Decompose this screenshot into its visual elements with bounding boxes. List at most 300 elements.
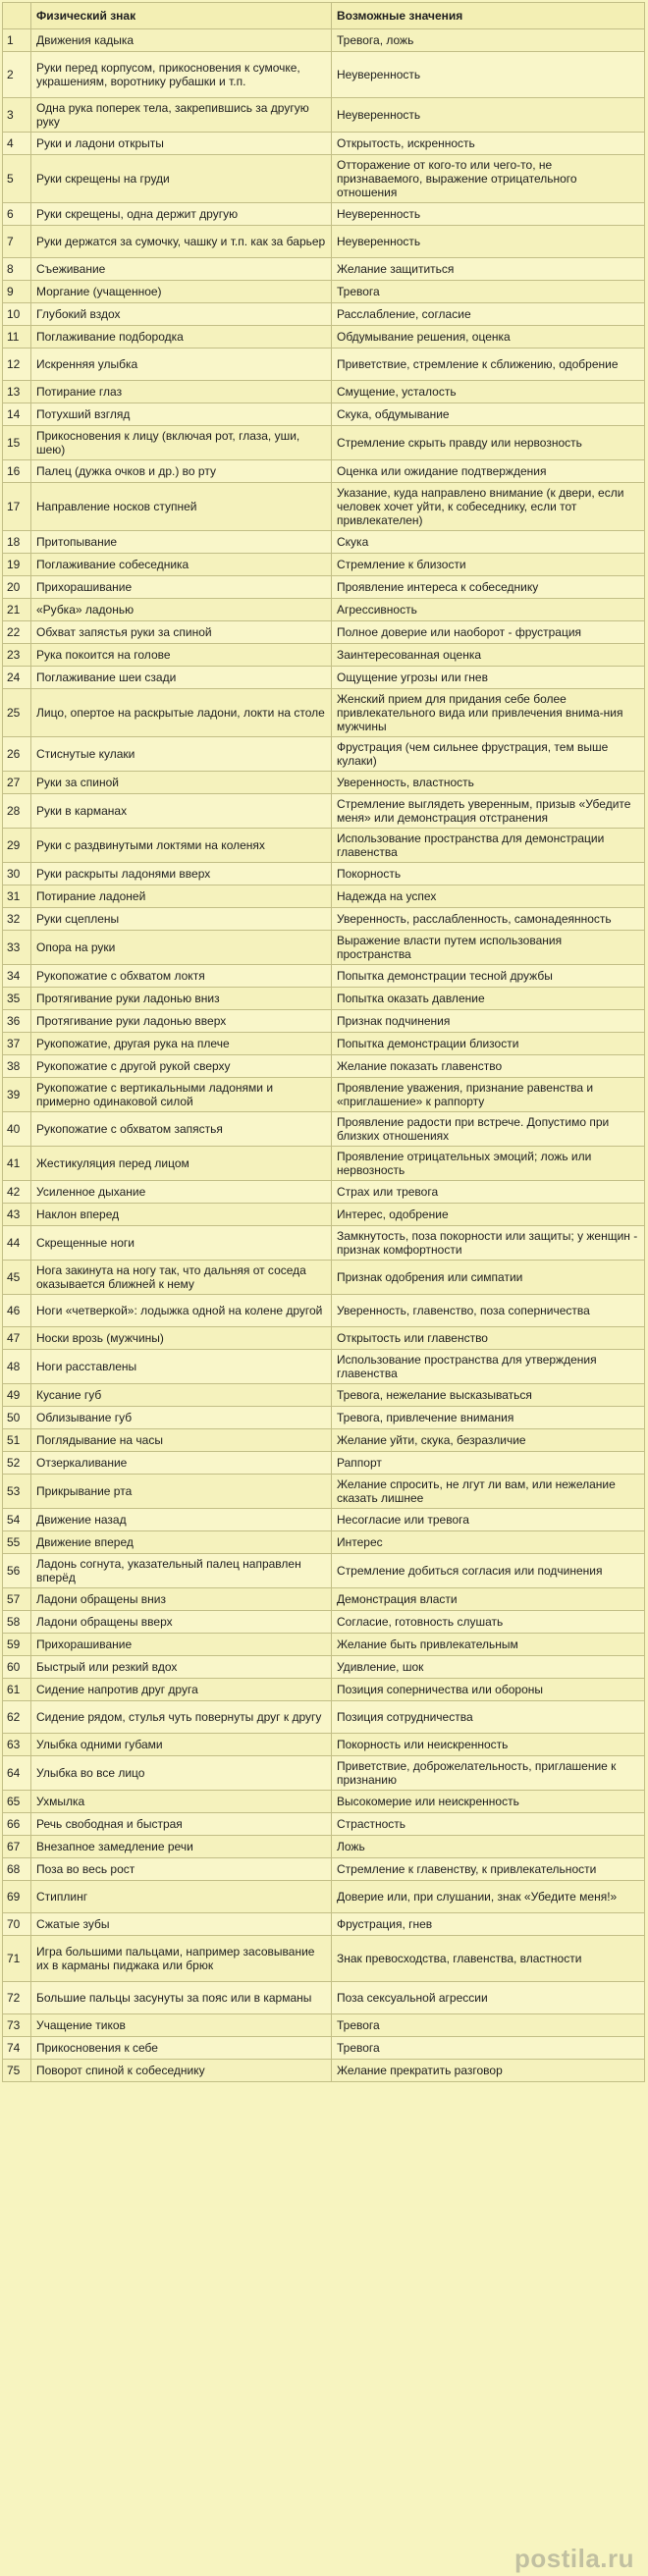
table-row xyxy=(3,794,645,829)
physical-sign-cell: Учащение тиков xyxy=(31,2014,332,2037)
meaning-cell: Смущение, усталость xyxy=(332,381,645,403)
row-number: 62 xyxy=(3,1701,31,1734)
physical-sign-cell: Прикосновения к себе xyxy=(31,2037,332,2060)
meaning-cell: Проявление уважения, признание равенства и «приглашение» к раппорту xyxy=(332,1078,645,1112)
watermark-logo: postila.ru xyxy=(513,2544,634,2573)
table-row xyxy=(3,1531,645,1554)
table-row xyxy=(3,576,645,599)
physical-sign-cell: Стиснутые кулаки xyxy=(31,737,332,772)
physical-sign-cell: Движение назад xyxy=(31,1509,332,1531)
table-row xyxy=(3,1384,645,1407)
meaning-cell: Приветствие, доброжелательность, приглашение к признанию xyxy=(332,1756,645,1791)
row-number: 63 xyxy=(3,1734,31,1756)
table-row xyxy=(3,226,645,258)
physical-sign-cell: Руки скрещены, одна держит другую xyxy=(31,203,332,226)
meaning-cell: Отторажение от кого-то или чего-то, не признаваемого, выражение отрицательного отношения xyxy=(332,155,645,203)
row-number: 61 xyxy=(3,1679,31,1701)
row-number: 69 xyxy=(3,1881,31,1913)
physical-sign-cell: Облизывание губ xyxy=(31,1407,332,1429)
meaning-cell: Надежда на успех xyxy=(332,886,645,908)
physical-sign-cell: Одна рука поперек тела, закрепившись за другую руку xyxy=(31,98,332,133)
meaning-cell: Попытка демонстрации близости xyxy=(332,1033,645,1055)
physical-sign-cell: Рукопожатие, другая рука на плече xyxy=(31,1033,332,1055)
table-row xyxy=(3,1982,645,2014)
table-row xyxy=(3,2014,645,2037)
physical-sign-cell: Прикрывание рта xyxy=(31,1475,332,1509)
row-number: 35 xyxy=(3,988,31,1010)
meaning-cell: Использование пространства для утверждения главенства xyxy=(332,1350,645,1384)
meaning-cell: Доверие или, при слушании, знак «Убедите меня!» xyxy=(332,1881,645,1913)
physical-sign-cell: Прихорашивание xyxy=(31,1634,332,1656)
row-number: 1 xyxy=(3,29,31,52)
table-row xyxy=(3,531,645,554)
meaning-cell: Скука, обдумывание xyxy=(332,403,645,426)
meaning-cell: Полное доверие или наоборот - фрустрация xyxy=(332,621,645,644)
meaning-cell: Покорность или неискренность xyxy=(332,1734,645,1756)
table-row xyxy=(3,689,645,737)
physical-sign-cell: Усиленное дыхание xyxy=(31,1181,332,1204)
table-row xyxy=(3,1554,645,1588)
physical-sign-cell: Сжатые зубы xyxy=(31,1913,332,1936)
table-row xyxy=(3,460,645,483)
table-container xyxy=(2,2,644,2082)
meaning-cell: Страстность xyxy=(332,1813,645,1836)
row-number: 46 xyxy=(3,1295,31,1327)
row-number: 39 xyxy=(3,1078,31,1112)
physical-sign-cell: Игра большими пальцами, например засовывание их в карманы пиджака или брюк xyxy=(31,1936,332,1982)
physical-sign-cell: Лицо, опертое на раскрытые ладони, локти на столе xyxy=(31,689,332,737)
table-row xyxy=(3,1656,645,1679)
physical-sign-cell: Прихорашивание xyxy=(31,576,332,599)
meaning-cell: Оценка или ожидание подтверждения xyxy=(332,460,645,483)
physical-sign-cell: Потирание ладоней xyxy=(31,886,332,908)
physical-sign-cell: Потирание глаз xyxy=(31,381,332,403)
meaning-cell: Стремление скрыть правду или нервозность xyxy=(332,426,645,460)
physical-sign-cell: Поза во весь рост xyxy=(31,1858,332,1881)
meaning-cell: Стремление к главенству, к привлекательности xyxy=(332,1858,645,1881)
table-body xyxy=(3,29,645,2082)
row-number: 34 xyxy=(3,965,31,988)
meaning-cell: Желание спросить, не лгут ли вам, или нежелание сказать лишнее xyxy=(332,1475,645,1509)
meaning-cell: Расслабление, согласие xyxy=(332,303,645,326)
table-row xyxy=(3,203,645,226)
physical-sign-cell: Руки раскрыты ладонями вверх xyxy=(31,863,332,886)
row-number: 47 xyxy=(3,1327,31,1350)
table-row xyxy=(3,403,645,426)
table-row xyxy=(3,1327,645,1350)
table-header-row xyxy=(3,3,645,29)
table-row xyxy=(3,2060,645,2082)
row-number: 51 xyxy=(3,1429,31,1452)
row-number: 45 xyxy=(3,1261,31,1295)
physical-sign-cell: Скрещенные ноги xyxy=(31,1226,332,1261)
meaning-cell: Согласие, готовность слушать xyxy=(332,1611,645,1634)
physical-sign-cell: Поглаживание собеседника xyxy=(31,554,332,576)
row-number: 64 xyxy=(3,1756,31,1791)
meaning-cell: Женский прием для придания себе более привлекательного вида или привлечения внима-ния мужчины xyxy=(332,689,645,737)
meaning-cell: Интерес, одобрение xyxy=(332,1204,645,1226)
table-row xyxy=(3,29,645,52)
physical-sign-cell: Ухмылка xyxy=(31,1791,332,1813)
row-number: 14 xyxy=(3,403,31,426)
meaning-cell: Выражение власти путем использования пространства xyxy=(332,931,645,965)
physical-sign-cell: Ноги «четверкой»: лодыжка одной на колене другой xyxy=(31,1295,332,1327)
physical-sign-cell: Прикосновения к лицу (включая рот, глаза, уши, шею) xyxy=(31,426,332,460)
row-number: 26 xyxy=(3,737,31,772)
physical-sign-cell: Руки перед корпусом, прикосновения к сумочке, украшениям, воротнику рубашки и т.п. xyxy=(31,52,332,98)
table-row xyxy=(3,931,645,965)
row-number: 53 xyxy=(3,1475,31,1509)
table-row xyxy=(3,1588,645,1611)
table-row xyxy=(3,1078,645,1112)
row-number: 40 xyxy=(3,1112,31,1147)
meaning-cell: Покорность xyxy=(332,863,645,886)
row-number: 21 xyxy=(3,599,31,621)
table-row xyxy=(3,1936,645,1982)
table-row xyxy=(3,52,645,98)
table-row xyxy=(3,303,645,326)
meaning-cell: Скука xyxy=(332,531,645,554)
table-row xyxy=(3,988,645,1010)
physical-sign-cell: Руки с раздвинутыми локтями на коленях xyxy=(31,829,332,863)
row-number: 15 xyxy=(3,426,31,460)
table-row xyxy=(3,829,645,863)
table-row xyxy=(3,737,645,772)
row-number: 22 xyxy=(3,621,31,644)
physical-sign-cell: Обхват запястья руки за спиной xyxy=(31,621,332,644)
physical-sign-cell: Потухший взгляд xyxy=(31,403,332,426)
meaning-cell: Стремление добиться согласия или подчинения xyxy=(332,1554,645,1588)
meaning-cell: Интерес xyxy=(332,1531,645,1554)
row-number: 52 xyxy=(3,1452,31,1475)
row-number: 30 xyxy=(3,863,31,886)
row-number: 4 xyxy=(3,133,31,155)
meaning-cell: Тревога xyxy=(332,2014,645,2037)
table-row xyxy=(3,1701,645,1734)
row-number: 16 xyxy=(3,460,31,483)
physical-sign-cell: Руки держатся за сумочку, чашку и т.п. как за барьер xyxy=(31,226,332,258)
table-row xyxy=(3,863,645,886)
table-row xyxy=(3,1509,645,1531)
meaning-cell: Фрустрация, гнев xyxy=(332,1913,645,1936)
table-row xyxy=(3,1913,645,1936)
table-row xyxy=(3,554,645,576)
table-row xyxy=(3,644,645,667)
physical-sign-cell: Руки скрещены на груди xyxy=(31,155,332,203)
table-row xyxy=(3,1204,645,1226)
row-number: 73 xyxy=(3,2014,31,2037)
table-row xyxy=(3,621,645,644)
physical-sign-cell: Рукопожатие с обхватом локтя xyxy=(31,965,332,988)
row-number: 31 xyxy=(3,886,31,908)
meaning-cell: Неуверенность xyxy=(332,226,645,258)
meaning-cell: Желание показать главенство xyxy=(332,1055,645,1078)
row-number: 42 xyxy=(3,1181,31,1204)
meaning-cell: Страх или тревога xyxy=(332,1181,645,1204)
physical-sign-cell: Моргание (учащенное) xyxy=(31,281,332,303)
physical-sign-cell: Сидение рядом, стулья чуть повернуты друг к другу xyxy=(31,1701,332,1734)
row-number: 36 xyxy=(3,1010,31,1033)
row-number: 25 xyxy=(3,689,31,737)
row-number: 24 xyxy=(3,667,31,689)
table-row xyxy=(3,1475,645,1509)
row-number: 49 xyxy=(3,1384,31,1407)
table-row xyxy=(3,1429,645,1452)
table-row xyxy=(3,1055,645,1078)
meaning-cell: Демонстрация власти xyxy=(332,1588,645,1611)
table-row xyxy=(3,426,645,460)
physical-sign-cell: Внезапное замедление речи xyxy=(31,1836,332,1858)
row-number: 75 xyxy=(3,2060,31,2082)
meaning-cell: Фрустрация (чем сильнее фрустрация, тем выше кулаки) xyxy=(332,737,645,772)
row-number: 56 xyxy=(3,1554,31,1588)
meaning-cell: Ложь xyxy=(332,1836,645,1858)
table-row xyxy=(3,667,645,689)
meaning-cell: Ощущение угрозы или гнев xyxy=(332,667,645,689)
row-number: 5 xyxy=(3,155,31,203)
meaning-cell: Признак подчинения xyxy=(332,1010,645,1033)
physical-sign-cell: Отзеркаливание xyxy=(31,1452,332,1475)
header-number xyxy=(3,3,31,29)
physical-sign-cell: Сидение напротив друг друга xyxy=(31,1679,332,1701)
meaning-cell: Уверенность, главенство, поза соперничества xyxy=(332,1295,645,1327)
physical-sign-cell: Ладони обращены вверх xyxy=(31,1611,332,1634)
meaning-cell: Заинтересованная оценка xyxy=(332,644,645,667)
meaning-cell: Попытка оказать давление xyxy=(332,988,645,1010)
row-number: 12 xyxy=(3,349,31,381)
physical-sign-cell: Наклон вперед xyxy=(31,1204,332,1226)
meaning-cell: Тревога, привлечение внимания xyxy=(332,1407,645,1429)
physical-sign-cell: Искренняя улыбка xyxy=(31,349,332,381)
meaning-cell: Позиция соперничества или обороны xyxy=(332,1679,645,1701)
meaning-cell: Желание прекратить разговор xyxy=(332,2060,645,2082)
row-number: 66 xyxy=(3,1813,31,1836)
physical-sign-cell: Ладони обращены вниз xyxy=(31,1588,332,1611)
row-number: 41 xyxy=(3,1147,31,1181)
meaning-cell: Тревога, нежелание высказываться xyxy=(332,1384,645,1407)
meaning-cell: Уверенность, властность xyxy=(332,772,645,794)
meaning-cell: Желание уйти, скука, безразличие xyxy=(332,1429,645,1452)
meaning-cell: Несогласие или тревога xyxy=(332,1509,645,1531)
row-number: 2 xyxy=(3,52,31,98)
physical-sign-cell: Рука покоится на голове xyxy=(31,644,332,667)
physical-sign-cell: Движение вперед xyxy=(31,1531,332,1554)
table-row xyxy=(3,98,645,133)
row-number: 68 xyxy=(3,1858,31,1881)
meaning-cell: Тревога xyxy=(332,281,645,303)
meaning-cell: Раппорт xyxy=(332,1452,645,1475)
header-physical-sign: Физический знак xyxy=(31,3,332,29)
row-number: 33 xyxy=(3,931,31,965)
physical-sign-cell: Носки врозь (мужчины) xyxy=(31,1327,332,1350)
row-number: 27 xyxy=(3,772,31,794)
meaning-cell: Обдумывание решения, оценка xyxy=(332,326,645,349)
meaning-cell: Использование пространства для демонстрации главенства xyxy=(332,829,645,863)
row-number: 59 xyxy=(3,1634,31,1656)
row-number: 18 xyxy=(3,531,31,554)
meaning-cell: Неуверенность xyxy=(332,203,645,226)
meaning-cell: Замкнутость, поза покорности или защиты; у женщин - признак комфортности xyxy=(332,1226,645,1261)
meaning-cell: Открытость или главенство xyxy=(332,1327,645,1350)
meaning-cell: Проявление радости при встрече. Допустимо при близких отношениях xyxy=(332,1112,645,1147)
physical-sign-cell: Протягивание руки ладонью вверх xyxy=(31,1010,332,1033)
row-number: 17 xyxy=(3,483,31,531)
row-number: 23 xyxy=(3,644,31,667)
physical-sign-cell: Направление носков ступней xyxy=(31,483,332,531)
physical-sign-cell: Нога закинута на ногу так, что дальняя от соседа оказывается ближней к нему xyxy=(31,1261,332,1295)
table-row xyxy=(3,155,645,203)
meaning-cell: Неуверенность xyxy=(332,98,645,133)
meaning-cell: Проявление интереса к собеседнику xyxy=(332,576,645,599)
meaning-cell: Желание быть привлекательным xyxy=(332,1634,645,1656)
row-number: 60 xyxy=(3,1656,31,1679)
meaning-cell: Удивление, шок xyxy=(332,1656,645,1679)
meaning-cell: Стремление выглядеть уверенным, призыв «Убедите меня» или демонстрация отстранения xyxy=(332,794,645,829)
row-number: 67 xyxy=(3,1836,31,1858)
row-number: 38 xyxy=(3,1055,31,1078)
row-number: 10 xyxy=(3,303,31,326)
table-row xyxy=(3,772,645,794)
physical-sign-cell: Руки и ладони открыты xyxy=(31,133,332,155)
table-row xyxy=(3,1791,645,1813)
table-row xyxy=(3,1836,645,1858)
table-row xyxy=(3,599,645,621)
meaning-cell: Стремление к близости xyxy=(332,554,645,576)
row-number: 70 xyxy=(3,1913,31,1936)
physical-sign-cell: Быстрый или резкий вдох xyxy=(31,1656,332,1679)
meaning-cell: Позиция сотрудничества xyxy=(332,1701,645,1734)
physical-sign-cell: Ладонь согнута, указательный палец направлен вперёд xyxy=(31,1554,332,1588)
table-row xyxy=(3,1611,645,1634)
meaning-cell: Указание, куда направлено внимание (к двери, если человек хочет уйти, к собеседнику, если тот привлекателен) xyxy=(332,483,645,531)
physical-sign-cell: Кусание губ xyxy=(31,1384,332,1407)
table-row xyxy=(3,258,645,281)
table-row xyxy=(3,1858,645,1881)
table-row xyxy=(3,1261,645,1295)
row-number: 43 xyxy=(3,1204,31,1226)
physical-sign-cell: Опора на руки xyxy=(31,931,332,965)
table-row xyxy=(3,349,645,381)
meaning-cell: Знак превосходства, главенства, властности xyxy=(332,1936,645,1982)
physical-sign-cell: Поглаживание шеи сзади xyxy=(31,667,332,689)
physical-sign-cell: Речь свободная и быстрая xyxy=(31,1813,332,1836)
physical-sign-cell: Ноги расставлены xyxy=(31,1350,332,1384)
row-number: 29 xyxy=(3,829,31,863)
header-possible-meanings: Возможные значения xyxy=(332,3,645,29)
table-row xyxy=(3,1181,645,1204)
meaning-cell: Желание защититься xyxy=(332,258,645,281)
physical-sign-cell: Рукопожатие с другой рукой сверху xyxy=(31,1055,332,1078)
row-number: 48 xyxy=(3,1350,31,1384)
physical-sign-cell: Руки за спиной xyxy=(31,772,332,794)
row-number: 58 xyxy=(3,1611,31,1634)
row-number: 11 xyxy=(3,326,31,349)
table-row xyxy=(3,1350,645,1384)
row-number: 3 xyxy=(3,98,31,133)
physical-sign-cell: Стиплинг xyxy=(31,1881,332,1913)
physical-sign-cell: Поглаживание подбородка xyxy=(31,326,332,349)
row-number: 65 xyxy=(3,1791,31,1813)
row-number: 74 xyxy=(3,2037,31,2060)
meaning-cell: Проявление отрицательных эмоций; ложь или нервозность xyxy=(332,1147,645,1181)
row-number: 6 xyxy=(3,203,31,226)
row-number: 9 xyxy=(3,281,31,303)
row-number: 54 xyxy=(3,1509,31,1531)
table-row xyxy=(3,886,645,908)
meaning-cell: Уверенность, расслабленность, самонадеянность xyxy=(332,908,645,931)
table-row xyxy=(3,1112,645,1147)
physical-sign-cell: «Рубка» ладонью xyxy=(31,599,332,621)
row-number: 50 xyxy=(3,1407,31,1429)
meaning-cell: Неуверенность xyxy=(332,52,645,98)
row-number: 71 xyxy=(3,1936,31,1982)
table-row xyxy=(3,965,645,988)
table-row xyxy=(3,1881,645,1913)
row-number: 55 xyxy=(3,1531,31,1554)
meaning-cell: Признак одобрения или симпатии xyxy=(332,1261,645,1295)
table-row xyxy=(3,1010,645,1033)
row-number: 72 xyxy=(3,1982,31,2014)
meaning-cell: Высокомерие или неискренность xyxy=(332,1791,645,1813)
table-row xyxy=(3,326,645,349)
table-row xyxy=(3,908,645,931)
nonverbal-signs-table xyxy=(2,2,645,2082)
meaning-cell: Тревога, ложь xyxy=(332,29,645,52)
row-number: 13 xyxy=(3,381,31,403)
meaning-cell: Приветствие, стремление к сближению, одобрение xyxy=(332,349,645,381)
row-number: 8 xyxy=(3,258,31,281)
physical-sign-cell: Руки в карманах xyxy=(31,794,332,829)
table-row xyxy=(3,133,645,155)
physical-sign-cell: Притопывание xyxy=(31,531,332,554)
physical-sign-cell: Улыбка одними губами xyxy=(31,1734,332,1756)
table-row xyxy=(3,1452,645,1475)
table-row xyxy=(3,1033,645,1055)
table-row xyxy=(3,1634,645,1656)
row-number: 20 xyxy=(3,576,31,599)
physical-sign-cell: Большие пальцы засунуты за пояс или в карманы xyxy=(31,1982,332,2014)
physical-sign-cell: Руки сцеплены xyxy=(31,908,332,931)
physical-sign-cell: Жестикуляция перед лицом xyxy=(31,1147,332,1181)
meaning-cell: Открытость, искренность xyxy=(332,133,645,155)
row-number: 32 xyxy=(3,908,31,931)
physical-sign-cell: Протягивание руки ладонью вниз xyxy=(31,988,332,1010)
meaning-cell: Попытка демонстрации тесной дружбы xyxy=(332,965,645,988)
table-row xyxy=(3,1295,645,1327)
table-row xyxy=(3,1813,645,1836)
table-row xyxy=(3,1147,645,1181)
physical-sign-cell: Съеживание xyxy=(31,258,332,281)
table-row xyxy=(3,1756,645,1791)
table-row xyxy=(3,1679,645,1701)
table-row xyxy=(3,1407,645,1429)
table-row xyxy=(3,381,645,403)
table-row xyxy=(3,483,645,531)
table-row xyxy=(3,2037,645,2060)
physical-sign-cell: Рукопожатие с вертикальными ладонями и примерно одинаковой силой xyxy=(31,1078,332,1112)
row-number: 19 xyxy=(3,554,31,576)
table-row xyxy=(3,1734,645,1756)
row-number: 7 xyxy=(3,226,31,258)
row-number: 37 xyxy=(3,1033,31,1055)
meaning-cell: Поза сексуальной агрессии xyxy=(332,1982,645,2014)
physical-sign-cell: Рукопожатие с обхватом запястья xyxy=(31,1112,332,1147)
physical-sign-cell: Палец (дужка очков и др.) во рту xyxy=(31,460,332,483)
row-number: 44 xyxy=(3,1226,31,1261)
physical-sign-cell: Глубокий вздох xyxy=(31,303,332,326)
table-row xyxy=(3,1226,645,1261)
table-row xyxy=(3,281,645,303)
